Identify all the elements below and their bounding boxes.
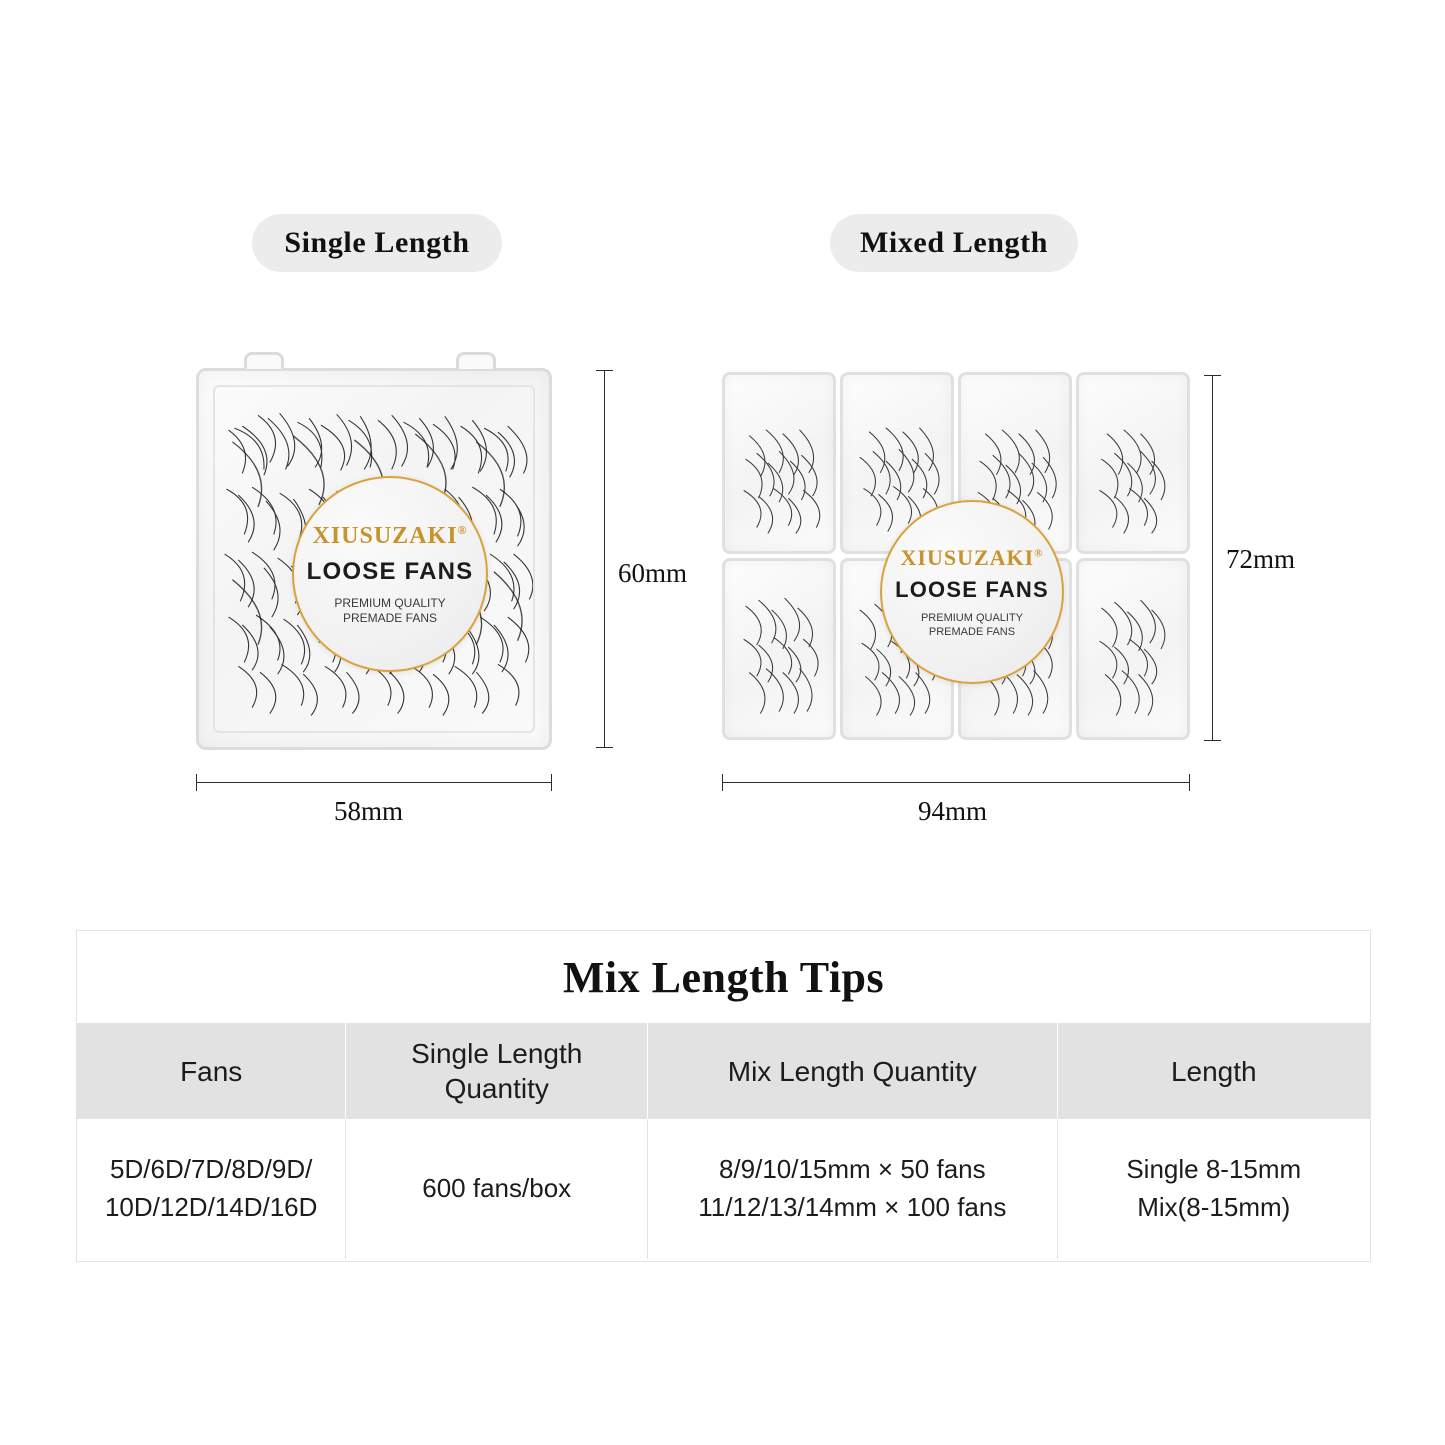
mix-length-tips-table [76,930,1371,1262]
tray-compartment [1076,372,1190,554]
table-header-length: Length [1170,1055,1257,1087]
pill-single-length-label: Single Length [284,226,470,259]
table-title: Mix Length Tips [562,952,885,1002]
table-header-single-length-quantity-line1: Single Length [411,1038,583,1069]
brand-name [901,545,1044,571]
table-header-row [77,1023,1370,1119]
sticker-subtitle-line1: PREMIUM QUALITY [920,611,1024,624]
trademark-symbol: ® [457,522,468,537]
dimension-line-single-width [196,782,552,783]
table-header-single-length-quantity [346,1023,648,1119]
single-length-product-box [196,368,552,750]
brand-name-text: XIUSUZAKI [312,522,458,549]
dimension-label-mixed-width: 94mm [918,796,988,826]
brand-name [313,523,468,550]
sticker-subtitle-line2: PREMADE FANS [928,625,1016,638]
table-header-single-length-quantity-line2: Quantity [444,1073,549,1104]
trademark-symbol: ® [1034,547,1044,560]
table-header-fans: Fans [77,1023,346,1119]
dimension-line-single-height [604,370,605,748]
table-cell-fans [77,1119,346,1259]
sticker-subtitle-line1: PREMIUM QUALITY [334,595,446,610]
dimension-line-mixed-height [1212,375,1213,741]
tray-compartment [722,558,836,740]
dimension-label-single-height: 60mm [618,558,688,588]
sticker-subtitle [921,612,1023,640]
table-header-mix-length-quantity: Mix Length Quantity [648,1023,1057,1119]
table-cell-mix-quantity-line2: 11/12/13/14mm × 100 fans [698,1192,1007,1222]
sticker-title: LOOSE FANS [895,576,1049,602]
brand-sticker-mixed [880,500,1064,684]
pill-single-length [252,214,502,272]
tray-compartment [722,372,836,554]
sticker-subtitle [334,596,445,626]
table-cell-single-quantity: 600 fans/box [346,1119,648,1259]
mixed-length-product-box [722,372,1190,740]
table-row [77,1119,1370,1259]
table-cell-fans-line2: 10D/12D/14D/16D [104,1192,318,1222]
table-cell-length-line2: Mix(8-15mm) [1137,1192,1291,1222]
table-cell-length [1058,1119,1370,1259]
pill-mixed-length-label: Mixed Length [859,226,1049,259]
brand-name-text: XIUSUZAKI [900,544,1035,570]
table-cell-mix-quantity-line1: 8/9/10/15mm × 50 fans [718,1154,986,1185]
sticker-subtitle-line2: PREMADE FANS [342,610,437,625]
tray-compartment [1076,558,1190,740]
table-cell-length-line1: Single 8-15mm [1126,1154,1302,1185]
dimension-label-mixed-height: 72mm [1226,544,1296,574]
brand-sticker-single [292,476,488,672]
table-cell-fans-line1: 5D/6D/7D/8D/9D/ [110,1154,313,1185]
box-clasp-left [244,352,284,369]
dimension-line-mixed-width [722,782,1190,783]
pill-mixed-length [830,214,1078,272]
box-clasp-right [456,352,496,369]
dimension-label-single-width: 58mm [334,796,404,826]
table-cell-mix-quantity [648,1119,1057,1259]
sticker-title: LOOSE FANS [306,557,474,585]
